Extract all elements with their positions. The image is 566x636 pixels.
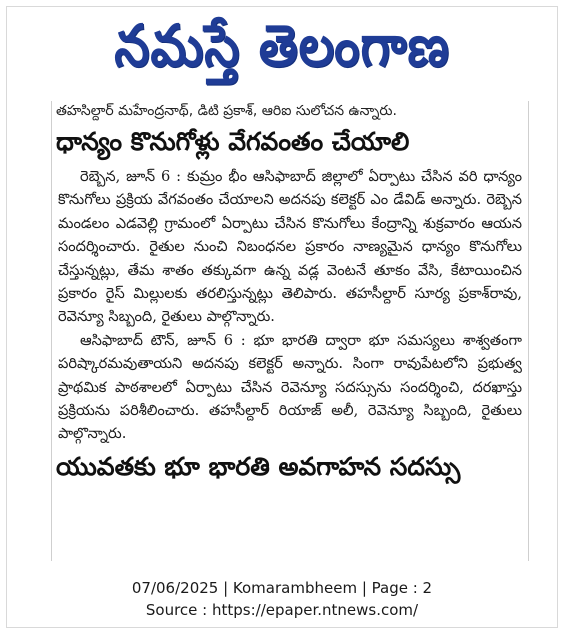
- top-cutline: తహసిల్దార్ మహేంద్రనాథ్, డిటి ప్రకాశ్, ఆరిఐ సులోచన ఉన్నారు.: [56, 103, 397, 119]
- masthead-logo-text: నమస్తే తెలంగాణ: [114, 12, 450, 79]
- article-paragraph-1: రెబ్బెన, జూన్ 6 : కుమ్రం భీం ఆసిఫాబాద్ జిల్లాలో ఏర్పాటు చేసిన వరి ధాన్యం కొనుగోలు ప్రక్రియ వేగవంతం చేయాలని అదనపు కలెక్టర్ ఎం డేవిడ్ అన్నారు. రెబ్బెన మండలం ఎడవెల్లి గ్రామంలో ఏర్పాటు చేసిన కొనుగోలు కేంద్రాన్ని శుక్రవారం ఆయన సందర్శించారు. రైతుల నుంచి నిబంధనల ప్రకారం నాణ్యమైన ధాన్యం కొనుగోలు చేస్తున్నట్లు, తేమ శాతం తక్కువగా ఉన్న వడ్ల వెంటనే తూకం వేసి, కేటాయించిన ప్రకారం రైస్ మిల్లులకు తరలిస్తున్నట్లు తెలిపారు. తహసీల్దార్ సూర్య ప్రకాశ్‌రావు, రెవెన్యూ సిబ్బంది, రైతులు పాల్గొన్నారు.: [58, 168, 522, 326]
- next-headline-cut: యువతకు భూ భారతి అవగాహన సదస్సు: [56, 451, 461, 481]
- newspaper-masthead: [7, 7, 557, 99]
- page-frame: [6, 6, 558, 628]
- article-headline: ధాన్యం కొనుగోళ్లు వేగవంతం చేయాలి: [56, 127, 410, 156]
- source-line: Source : https://epaper.ntnews.com/: [145, 601, 419, 619]
- news-clipping: [51, 101, 529, 561]
- edition-meta: 07/06/2025 | Komarambheem | Page : 2: [131, 579, 433, 597]
- article-paragraph-2: ఆసిఫాబాద్ టౌన్, జూన్ 6 : భూ భారతి ద్వారా భూ సమస్యలు శాశ్వతంగా పరిష్కారమవుతాయని అదనపు కలెక్టర్ అన్నారు. సింగా రావుపేటలోని ప్రభుత్వ ప్రాథమిక పాఠశాలలో ఏర్పాటు చేసిన రెవెన్యూ సదస్సును సందర్శించి, దరఖాస్తు ప్రక్రియను పరిశీలించారు. తహసీల్దార్ రియాజ్ అలీ, రెవెన్యూ సిబ్బంది, రైతులు పాల్గొన్నారు.: [58, 331, 522, 443]
